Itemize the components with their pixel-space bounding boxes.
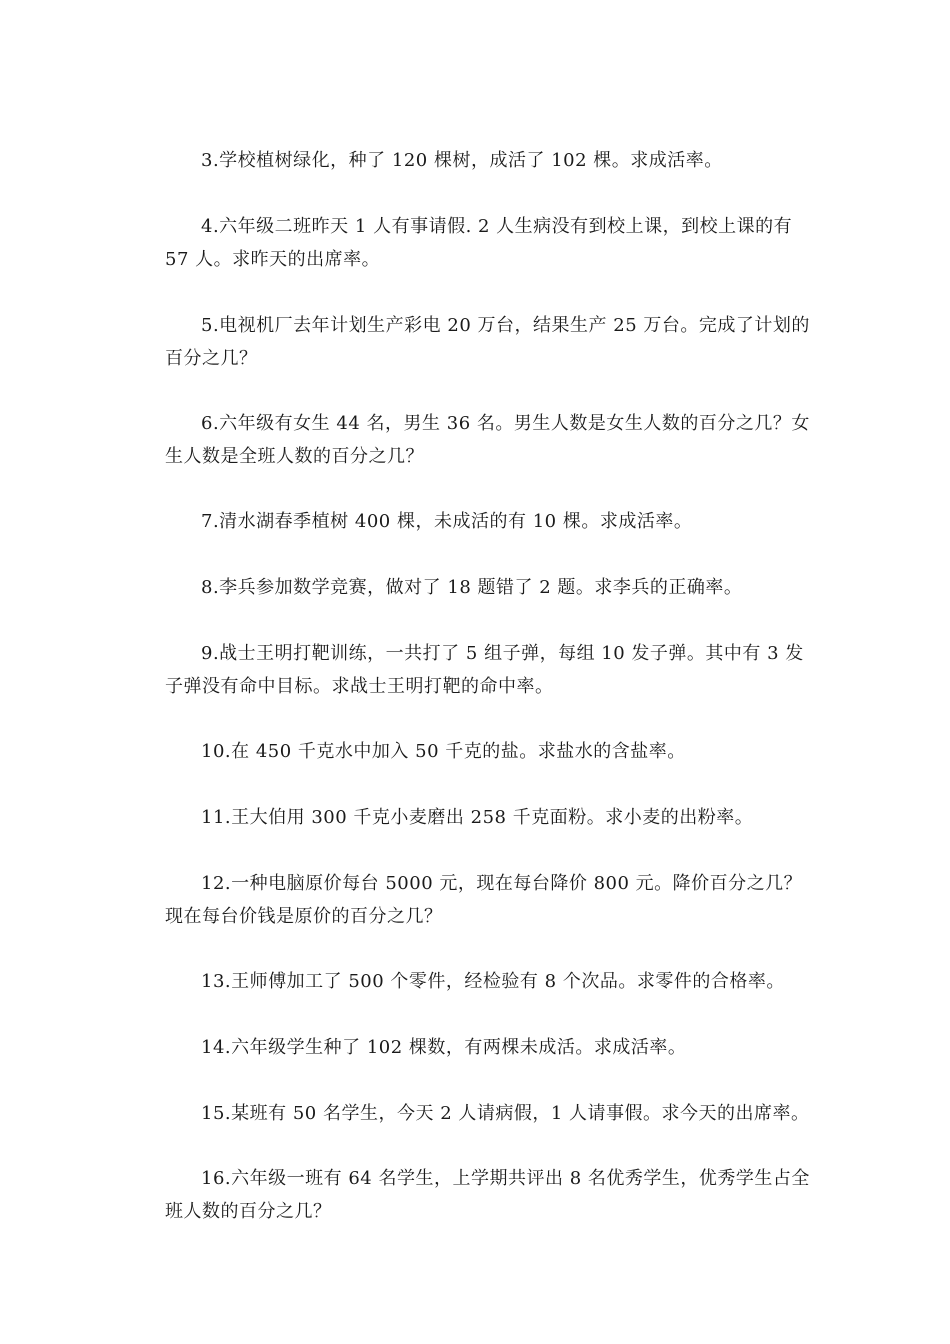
problem-12: 12.一种电脑原价每台 5000 元，现在每台降价 800 元。降价百分之几？现在每台价钱是原价的百分之几？	[165, 873, 803, 927]
problem-4: 4.六年级二班昨天 1 人有事请假. 2 人生病没有到校上课，到校上课的有 57 人。求昨天的出席率。	[165, 216, 793, 270]
problem-5: 5.电视机厂去年计划生产彩电 20 万台，结果生产 25 万台。完成了计划的百分之几？	[165, 315, 810, 369]
problem-8: 8.李兵参加数学竞赛，做对了 18 题错了 2 题。求李兵的正确率。	[201, 577, 743, 598]
problem-10: 10.在 450 千克水中加入 50 千克的盐。求盐水的含盐率。	[201, 741, 686, 762]
problem-13: 13.王师傅加工了 500 个零件，经检验有 8 个次品。求零件的合格率。	[201, 971, 785, 992]
problem-9: 9.战士王明打靶训练，一共打了 5 组子弹，每组 10 发子弹。其中有 3 发子弹没有命中目标。求战士王明打靶的命中率。	[165, 643, 804, 697]
problem-6: 6.六年级有女生 44 名，男生 36 名。男生人数是女生人数的百分之几？女生人数是全班人数的百分之几？	[165, 413, 810, 467]
problem-15: 15.某班有 50 名学生，今天 2 人请病假，1 人请事假。求今天的出席率。	[201, 1103, 810, 1124]
problem-11: 11.王大伯用 300 千克小麦磨出 258 千克面粉。求小麦的出粉率。	[201, 807, 754, 828]
problem-3: 3.学校植树绿化，种了 120 棵树，成活了 102 棵。求成活率。	[201, 150, 723, 171]
problem-7: 7.清水湖春季植树 400 棵，未成活的有 10 棵。求成活率。	[201, 511, 693, 532]
problem-16: 16.六年级一班有 64 名学生，上学期共评出 8 名优秀学生，优秀学生占全班人数的百分之几？	[165, 1168, 810, 1222]
problem-14: 14.六年级学生种了 102 棵数，有两棵未成活。求成活率。	[201, 1037, 687, 1058]
